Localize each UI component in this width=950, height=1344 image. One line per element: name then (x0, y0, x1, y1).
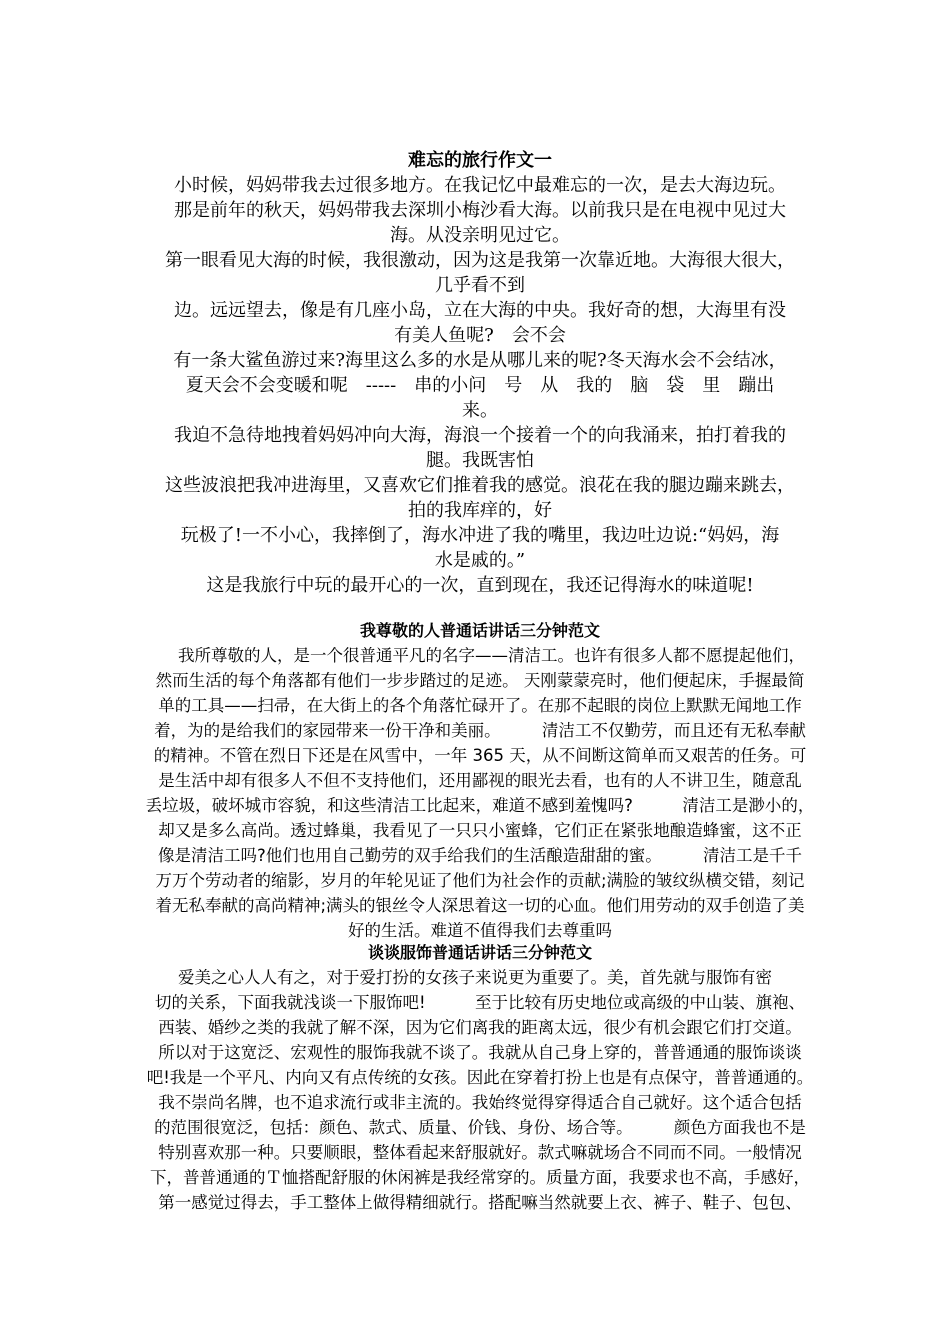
paragraph-line: 第一眼看见大海的时候，我很激动，因为这是我第一次靠近地。大海很大很大， (165, 250, 795, 271)
paragraph-line: 好的生活。难道不值得我们去尊重吗 (348, 921, 612, 940)
paragraph-line: 腿。我既害怕 (426, 450, 534, 471)
essay-clothing (145, 940, 815, 1215)
paragraph-line: 第一感觉过得去，手工整体上做得精细就行。搭配嘛当然就要上衣、裤子、鞋子、包包、 (158, 1193, 802, 1212)
paragraph-line: 这是我旅行中玩的最开心的一次，直到现在，我还记得海水的味道呢! (206, 575, 754, 596)
paragraph-line: 有美人鱼呢? 会不会 (394, 325, 566, 346)
paragraph-line: 单的工具——扫帚，在大街上的各个角落忙碌开了。在那不起眼的岗位上默默无闻地工作 (158, 696, 802, 715)
paragraph-line: 下，普普通通的Ｔ恤搭配舒服的休闲裤是我经常穿的。质量方面，我要求也不高，手感好， (150, 1168, 810, 1187)
paragraph-line: 拍的我库痒的，好 (408, 500, 552, 521)
paragraph-line: 吧!我是一个平凡、内向又有点传统的女孩。因此在穿着打扮上也是有点保守，普普通通的。 (146, 1068, 814, 1087)
essay-title: 难忘的旅行作文一 (408, 150, 552, 171)
essay-title: 我尊敬的人普通话讲话三分钟范文 (359, 621, 600, 640)
paragraph-line: 的范围很宽泛，包括：颜色、款式、质量、价钱、身份、场合等。 颜色方面我也不是 (154, 1118, 806, 1137)
paragraph-line: 着，为的是给我们的家园带来一份干净和美丽。 清洁工不仅勤劳，而且还有无私奉献 (154, 721, 806, 740)
paragraph-line: 边。远远望去，像是有几座小岛，立在大海的中央。我好奇的想，大海里有没 (174, 300, 786, 321)
essay-body (145, 965, 815, 1215)
essay-title: 谈谈服饰普通话讲话三分钟范文 (367, 943, 592, 962)
paragraph-line: 是生活中却有很多人不但不支持他们，还用鄙视的眼光去看，也有的人不讲卫生，随意乱 (158, 771, 802, 790)
paragraph-line: 然而生活的每个角落都有他们一步步踏过的足迹。 天刚蒙蒙亮时，他们便起床，手握最简 (155, 671, 805, 690)
paragraph-line: 几乎看不到 (435, 275, 525, 296)
essay-body (145, 643, 815, 943)
paragraph-line: 玩极了!一不小心，我摔倒了，海水冲进了我的嘴里，我边吐边说:“妈妈，海 (180, 525, 780, 546)
paragraph-line: 的精神。不管在烈日下还是在风雪中，一年 365 天，从不间断这简单而又艰苦的任务。可 (153, 746, 807, 765)
paragraph-line: 有一条大鲨鱼游过来?海里这么多的水是从哪儿来的呢?冬天海水会不会结冰， (173, 350, 787, 371)
paragraph-line: 切的关系，下面我就浅谈一下服饰吧! 至于比较有历史地位或高级的中山装、旗袍、 (154, 993, 806, 1012)
paragraph-line: 夏天会不会变暖和呢 ----- 串的小问 号 从 我的 脑 袋 里 蹦出 (185, 375, 775, 396)
essay-body (145, 173, 815, 598)
paragraph-line: 着无私奉献的高尚精神;满头的银丝令人深思着这一切的心血。他们用劳动的双手创造了美 (155, 896, 805, 915)
paragraph-line: 爱美之心人人有之，对于爱打扮的女孩子来说更为重要了。美，首先就与服饰有密 (145, 968, 772, 987)
paragraph-line: 丢垃圾，破坏城市容貌，和这些清洁工比起来，难道不感到羞愧吗? 清洁工是渺小的， (145, 796, 815, 815)
paragraph-line: 所以对于这宽泛、宏观性的服饰我就不谈了。我就从自己身上穿的，普普通通的服饰谈谈 (158, 1043, 802, 1062)
paragraph-line: 像是清洁工吗?他们也用自己勤劳的双手给我们的生活酿造甜甜的蜜。 清洁工是千千 (157, 846, 802, 865)
paragraph-line: 来。 (462, 400, 498, 421)
paragraph-line: 我所尊敬的人，是一个很普通平凡的名字——清洁工。也许有很多人都不愿提起他们， (145, 646, 805, 665)
essay-respected-person (145, 618, 815, 943)
paragraph-line: 西装、婚纱之类的我就了解不深，因为它们离我的距离太远，很少有机会跟它们打交道。 (158, 1018, 802, 1037)
paragraph-line: 那是前年的秋天，妈妈带我去深圳小梅沙看大海。以前我只是在电视中见过大 (174, 200, 786, 221)
paragraph-line: 水是戚的。” (434, 550, 526, 571)
paragraph-line: 我不崇尚名牌，也不追求流行或非主流的。我始终觉得穿得适合自己就好。这个适合包括 (158, 1093, 802, 1112)
essay-travel (145, 148, 815, 598)
paragraph-line: 我迫不急待地拽着妈妈冲向大海，海浪一个接着一个的向我涌来，拍打着我的 (174, 425, 786, 446)
paragraph-line: 海。从没亲明见过它。 (390, 225, 570, 246)
paragraph-line: 小时候，妈妈带我去过很多地方。在我记忆中最难忘的一次，是去大海边玩。 (174, 175, 786, 196)
paragraph-line: 万万个劳动者的缩影，岁月的年轮见证了他们为社会作的贡献;满脸的皱纹纵横交错，刻记 (155, 871, 805, 890)
paragraph-line: 这些波浪把我冲进海里，又喜欢它们推着我的感觉。浪花在我的腿边蹦来跳去， (165, 475, 795, 496)
paragraph-line: 特别喜欢那一种。只要顺眼，整体看起来舒服就好。款式嘛就场合不同而不同。一般情况 (158, 1143, 802, 1162)
paragraph-line: 却又是多么高尚。透过蜂巢，我看见了一只只小蜜蜂，它们正在紧张地酿造蜂蜜，这不正 (158, 821, 802, 840)
